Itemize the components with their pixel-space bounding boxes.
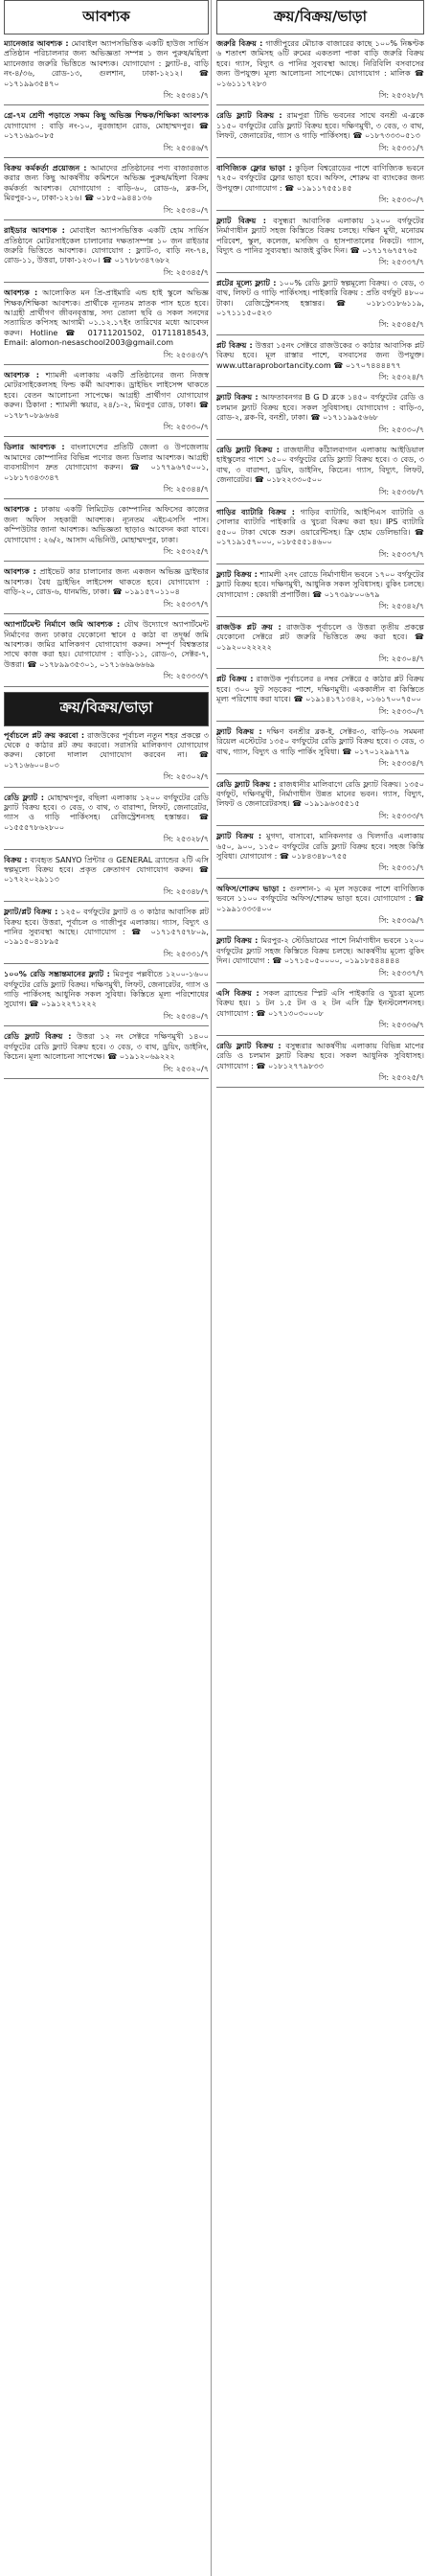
ad-separator: [4, 782, 209, 788]
ad-body: আমাদের প্রতিষ্ঠানের পণ্য বাজারজাত করার জন্য কিছু আকর্ষণীয় কমিশনে অভিজ্ঞ পুরুষ/মহিলা বিক্রয় কর্মকর্তা আবশ্যক। যোগাযোগ : বাড়ি-৬০, রোড-৬, ব্লক-সি, মিরপুর-১০, ঢাকা-১২১৬। ☎ ০১৮৫০৯৪৪১৩৬: [4, 163, 209, 203]
classified-ad: [216, 163, 424, 205]
ad-separator: [4, 681, 209, 687]
ad-body: উত্তরা ১৫নং সেক্টরে রাজউকের ৩ কাঠার আবাসিক প্লট বিক্রয় হবে। মূল রাস্তার পাশে, বসবাসের জন্য উপযুক্ত। www.uttaraprobortancity.com ☎ ০১৭০৭৪৪৪৪৭৭: [216, 339, 424, 370]
ad-separator: [4, 1021, 209, 1026]
ad-body: প্রাইভেট কার চালানোর জন্য একজন অভিজ্ঞ ড্রাইভার আবশ্যক। বৈধ ড্রাইভিং লাইসেন্স থাকতে হবে। যোগাযোগ : বাড়ি-২০, রোড-৬, ধানমন্ডি, ঢাকা। ☎ ০১৯১৫৭০১১০৪: [4, 566, 209, 597]
ad-body: সকল ব্র্যান্ডের স্প্লিট এসি পাইকারি ও খুচরা মূল্যে বিক্রয় হয়। ১ টন ১.৫ টন ও ২ টন এসি ফ্রি ইনস্টলেশনসহ। যোগাযোগ : ☎ ০১৭১৩০৩০০০৮: [216, 988, 424, 1018]
classified-ad: [216, 884, 424, 926]
ad-heading: ফ্ল্যাট বিক্রয় :: [216, 569, 258, 580]
ad-body: দক্ষিণ বনশ্রীর ব্লক-ই, সেক্টর-৩, বাড়ি-৩৬ সমমনা রিয়েল এস্টেটের ১৩৫০ বর্গফুটের রেডি ফ্ল্যাট বিক্রয় হবে। ৩ বেড, ৩ বাথ, গ্যাস, বিদ্যুৎ ও গাড়ি পার্কিং সুবিধা। ☎ ০১৭০১২৯৯৭৭৯: [216, 725, 424, 756]
classified-ad: [4, 566, 209, 609]
ad-body: রাজধানীর মালিবাগে রেডি ফ্ল্যাট বিক্রয়। ১৩৫০ বর্গফুট, দক্ষিণমুখী, নির্মাণাধীন উন্নত মানের ভবন। গ্যাস, বিদ্যুৎ, লিফট ও জেনারেটরসহ। ☎ ০১৯১৯৬৩৫৫১৫: [216, 778, 424, 809]
classified-ad: [216, 216, 424, 267]
ad-code: সি: ২৫৩৩৮/৭: [378, 486, 424, 496]
ad-body: মিরপুর পল্লবীতে ১২০০-১৬০০ বর্গফুটের রেডি ফ্ল্যাট বিক্রয়। দক্ষিণমুখী, লিফট, জেনারেটর, গ্যাস ও গাড়ি পার্কিংসহ আধুনিক সকল সুবিধা। কিস্তিতে মূল্য পরিশোধের সুযোগ। ☎ ০১৯১২২৭১২২২: [4, 969, 209, 1009]
ad-body: যোগাযোগ : বাড়ি নং-১০, নুরজাহান রোড, মোহাম্মদপুর। ☎ ০১৭১৬৯৩০৮৫: [4, 120, 209, 141]
ad-separator: [4, 609, 209, 614]
ad-separator: [216, 1082, 424, 1088]
ad-heading: ডিলার আবশ্যক :: [4, 442, 65, 452]
section-banner-buy-sell-rent-left: ক্রয়/বিক্রয়/ভাড়া: [4, 692, 209, 726]
ad-code: সি: ২৫৩৪৫/৭: [378, 319, 424, 330]
ad-code: সি: ২৫৩৩৯/৭: [378, 915, 424, 926]
ad-code: সি: ২৫৩৩৭/৭: [378, 548, 424, 559]
ad-body: যৌথ উদ্যোগে অ্যাপার্টমেন্ট নির্মাণের জন্য ঢাকার যেকোনো স্থানে ৫ কাঠা বা তদূর্ধ্ব জমি আবশ্যক। জমির মালিকগণ যোগাযোগ করুন। সম্পূর্ণ বিশ্বস্ততার সাথে কাজ করা হয়। যোগাযোগ : বাড়ি-১১, রোড-৩, সেক্টর-৭, উত্তরা। ☎ ০১৭৮৯৯৩৫৩০১, ০১৭১৬৬৯৬৬৬৯: [4, 619, 209, 669]
ad-separator: [216, 873, 424, 879]
ad-code: সি: ২৫৩৩৩/৭: [163, 671, 209, 681]
ad-code: সি: ২৫৩২৪/৭: [378, 371, 424, 381]
ad-code: সি: ২৫৩৪০/৭: [163, 204, 209, 215]
ad-heading: রেডি ফ্ল্যাট বিক্রয় :: [4, 1031, 72, 1042]
ad-body: মিরপুর-২ স্টেডিয়ামের পাশে নির্মাণাধীন ভবনে ১২০০ বর্গফুটের ফ্ল্যাট সহজ কিস্তিতে বিক্রয় চলছে। আকর্ষণীয় মূল্যে বুকিং দিন। যোগাযোগ : ☎ ০১৭১৫০৫০০০০, ০১৯১৮৫৪৪৪৪৪: [216, 935, 424, 966]
classified-ad: [4, 1031, 209, 1073]
classified-ad: [216, 569, 424, 611]
ad-heading: অ্যাপার্টমেন্ট নির্মাণে জমি আবশ্যক :: [4, 619, 121, 630]
ad-heading: আবশ্যক :: [4, 369, 39, 380]
ad-separator: [216, 152, 424, 158]
ad-separator: [216, 663, 424, 669]
ad-separator: [216, 205, 424, 211]
ad-code: সি: ২৫৩৩৩/৭: [378, 810, 424, 820]
ad-code: সি: ২৫৩৩০/৭: [163, 422, 209, 431]
ad-heading: রেডি ফ্ল্যাট বিক্রয় :: [216, 778, 277, 789]
ad-separator: [4, 896, 209, 902]
ad-code: সি: ২৫৩০৪/৭: [378, 653, 424, 663]
ad-separator: [216, 611, 424, 617]
ad-heading: বিক্রয় কর্মকর্তা প্রয়োজন :: [4, 163, 87, 173]
ad-body: ঢাকায় একটি লিমিটেড কোম্পানির অফিসের কাজের জন্য অফিস সহকারী আবশ্যক। ন্যূনতম এইচএসসি পাস। কম্পিউটার জানা আবশ্যক। অভিজ্ঞতা ছাড়াও আবেদন করা যাবে। যোগাযোগ : ২৬/২, আসাদ এভিনিউ, মোহাম্মদপুর, ঢাকা।: [4, 504, 209, 544]
ad-code: সি: ২৫৩৪২/৭: [378, 601, 424, 611]
ad-body: রাজধানীর কাঁঠালবাগান এলাকায় আইডিয়াল হাইস্কুলের পাশে ১৫০০ বর্গফুটের রেডি ফ্ল্যাট বিক্রয় হবে। ৩ বেড, ৩ বাথ, ৩ বারান্দা, ড্রয়িং, ডাইনিং, কিচেন। গ্যাস, বিদ্যুৎ, লিফট, জেনারেটর। ☎ ০১৮২২৩৩০৫০০: [216, 445, 424, 485]
ad-heading: ম্যানেজার আবশ্যক :: [4, 38, 69, 48]
ad-code: সি: ২৫৩৩৭/৭: [163, 598, 209, 609]
ad-separator: [4, 431, 209, 437]
ad-heading: বাণিজ্যিক ফ্লোর ভাড়া :: [216, 163, 292, 173]
ad-body: আলোকিত মন প্রি-প্রাইমারি এন্ড হাই স্কুলে অভিজ্ঞ শিক্ষক/শিক্ষিকা আবশ্যক। প্রার্থীকে ন্যূনতম স্নাতক পাস হতে হবে। আগ্রহী প্রার্থীগণ জীবনবৃত্তান্ত, সদ্য তোলা ছবি ও সকল সনদের সত্যায়িত কপিসহ আগামী ০১.১২.১৭ইং তারিখের মধ্যে আবেদন করুন। Hotline ☎ 01711201502, 01711818543, Email: alomon-nesaschool2003@gmail.com: [4, 288, 209, 348]
ad-heading: পূর্বাচলে প্লট ক্রয় করবো :: [4, 729, 85, 740]
ad-code: সি: ২৫৩৪৬/৭: [163, 142, 209, 152]
ad-code: সি: ২৫৩২৫/৭: [378, 1071, 424, 1082]
ad-heading: ফ্ল্যাট বিক্রয় :: [216, 215, 266, 225]
ad-separator: [216, 267, 424, 273]
ad-body: বসুন্ধরা আবাসিক এলাকায় ১২০০ বর্গফুটের নির্মাণাধীন ফ্ল্যাট সহজ কিস্তিতে বিক্রয় চলছে। দক্ষিণ মুখী, মনোরম পরিবেশ, স্কুল, কলেজ, মসজিদ ও হাসপাতালের নিকটে। গ্যাস, বিদ্যুৎ ও পানির সুব্যবস্থা। আজই বুকিং দিন। ☎ ০১৭১৭৬৭৫৭৬৫: [216, 215, 424, 255]
column-divider: [211, 0, 212, 2576]
ad-separator: [216, 330, 424, 335]
ad-heading: ফ্ল্যাট বিক্রয় :: [216, 935, 259, 946]
classified-ad: [4, 619, 209, 680]
ad-code: সি: ২৫৩২০/৭: [163, 1063, 209, 1073]
ad-code: সি: ২৫৩৪০/৭: [163, 1010, 209, 1021]
classified-ad: [4, 504, 209, 556]
classified-ad: [4, 730, 209, 782]
ad-separator: [216, 716, 424, 722]
section-banner-buy-sell-rent-right: ক্রয়/বিক্রয়/ভাড়া: [216, 0, 424, 34]
ad-separator: [4, 844, 209, 850]
ad-body: মোহাম্মদপুর, বছিলা এলাকায় ১২০০ বর্গফুটের রেডি ফ্ল্যাট বিক্রয় হবে। ৩ বেড, ৩ বাথ, ৩ বারান্দা, লিফট, জেনারেটর, গ্যাস ও গাড়ি পার্কিংসহ। রেজিস্ট্রেশনসহ হস্তান্তর। ☎ ০১৫৫৫৭৮৬২৮০০: [4, 792, 209, 832]
classified-ad: [4, 288, 209, 359]
ad-code: সি: ২৫৩৩১/৭: [378, 142, 424, 152]
ad-code: সি: ২৫৩৩০/৭: [378, 195, 424, 205]
ad-heading: রাইডার আবশ্যক :: [4, 225, 65, 236]
ad-separator: [4, 494, 209, 499]
classified-ad: [216, 340, 424, 382]
ad-separator: [4, 359, 209, 365]
ad-body: গাজীপুরের মৌচাক বাজারের কাছে ১০০% নিষ্কণ্টক ৬ শতাংশ জমিসহ ৬টি রুমের একতলা পাকা বাড়ি জরুরি বিক্রয় হবে। গ্যাস, বিদ্যুৎ ও পানির সুব্যবস্থা আছে। নিরিবিলি বসবাসের জন্য উপযুক্ত। মূল্য আলোচনা সাপেক্ষে। যোগাযোগ : মালিক ☎ ০১৬১১১৭২৮৩: [216, 38, 424, 88]
ad-separator: [216, 381, 424, 387]
ad-code: সি: ২৫৩৩৪/৭: [378, 758, 424, 769]
ad-heading: আবশ্যক :: [4, 566, 36, 577]
ad-separator: [4, 556, 209, 562]
ad-body: ১২৫০ বর্গফুটের ফ্ল্যাট ও ৩ কাঠার আবাসিক প্লট বিক্রয় হবে। উত্তরা, পূর্বাচল ও গাজীপুর এলাকায়। গ্যাস, বিদ্যুৎ ও পানির সুব্যবস্থা আছে। যোগাযোগ : ☎ ০১৭১৫৭৫৭৮০৯, ০১৯১৫০৪১৮৯৫: [4, 907, 209, 947]
ad-heading: গাড়ির ব্যাটারি বিক্রয় :: [216, 507, 295, 518]
classified-ad: [4, 38, 209, 100]
ad-code: সি: ২৫৩৩৭/৭: [378, 967, 424, 978]
buy-sell-ads-list-left: [4, 730, 209, 1079]
ad-code: সি: ২৫৩৪৪/৭: [163, 484, 209, 494]
ad-separator: [4, 1073, 209, 1079]
ad-heading: প্লট বিক্রয় :: [216, 674, 254, 684]
classified-ad: [216, 507, 424, 559]
ad-code: সি: ২৫৩০২/৭: [163, 771, 209, 782]
ad-separator: [4, 277, 209, 283]
right-column: [216, 0, 424, 1092]
ad-body: রাজউকের পূর্বাচল নতুন শহর প্রকল্পে ৩ থেকে ৫ কাঠার প্লট ক্রয় করবো। সরাসরি মালিকগণ যোগাযোগ করুন। কোনো দালাল যোগাযোগ করবেন না। ☎ ০১৭১৬৬০০৪০৩: [4, 729, 209, 770]
ad-code: সি: ২৫৩৪৮/৭: [163, 886, 209, 896]
ad-heading: গ্রে-৭ম শ্রেণী পড়াতে সক্ষম কিছু অভিজ্ঞ শিক্ষক/শিক্ষিকা আবশ্যক: [4, 110, 209, 121]
ad-code: সি: ২৫৩৩০/৭: [378, 424, 424, 434]
ad-heading: ফ্ল্যাট বিক্রয় :: [216, 831, 262, 841]
ad-heading: ফ্ল্যাট/প্লট বিক্রয় :: [4, 907, 58, 917]
wanted-ads-list: [4, 38, 209, 687]
ad-heading: রেডি ফ্ল্যাট :: [4, 792, 44, 802]
classified-ad: [4, 110, 209, 152]
classified-ad: [216, 935, 424, 978]
classified-ad: [216, 831, 424, 873]
ad-body: ব্যবহৃত SANYO প্রিন্টার ও GENERAL ব্র্যান্ডের ২টি এসি স্বল্পমূল্যে বিক্রয় হবে। প্রকৃত ক্রেতাগণ যোগাযোগ করুন। ☎ ০১৭২২০২৯১১৩: [4, 854, 209, 885]
ad-separator: [216, 1030, 424, 1036]
ad-separator: [216, 820, 424, 826]
ad-code: সি: ২৫৩৩৭/৭: [378, 257, 424, 267]
ad-body: বাংলাদেশের প্রতিটি জেলা ও উপজেলায় আমাদের কোম্পানির বিভিন্ন পণ্যের জন্য ডিলার আবশ্যক। আগ্রহী ব্যবসায়ীগণ দ্রুত যোগাযোগ করুন। ☎ ০১৭৭৯৬৭৫০০১, ০১৮১৭৩৪৩৩৪৭: [4, 442, 209, 482]
ad-body: মোবাইল অ্যাপসভিত্তিক একটি হোম সার্ভিস প্রতিষ্ঠানে মোটরসাইকেল চালানোর দক্ষতাসম্পন্ন ১০ জন রাইডার জরুরি ভিত্তিতে আবশ্যক। যোগাযোগ : ফ্ল্যাট-৩, বাড়ি নং-৭৪, রোড-১১, উত্তরা, ঢাকা-১২৩০। ☎ ০১৭৮৮৩৪৭৬৮২: [4, 225, 209, 265]
ad-separator: [4, 152, 209, 158]
ad-heading: আবশ্যক :: [4, 288, 38, 298]
classified-ad: [4, 442, 209, 494]
ad-body: কুড়িল বিশ্বরোডের পাশে বাণিজ্যিক ভবনে ৭২৫০ বর্গফুটের ফ্লোর ভাড়া হবে। অফিস, শোরুম বা ব্যাংকের জন্য উপযুক্ত। যোগাযোগ : ☎ ০১৯১১৭৫৫১৪৫: [216, 163, 424, 193]
ad-body: রাজউক পূর্বাচলে ও উত্তরা তৃতীয় প্রকল্পে যেকোনো সেক্টরে প্লট জরুরি ভিত্তিতে ক্রয় করা হবে। ☎ ০১৯২০০২২২২২: [216, 621, 424, 652]
classified-ad: [4, 855, 209, 897]
classified-ad: [216, 726, 424, 769]
classified-ad: [216, 1041, 424, 1083]
ad-heading: রেডি ফ্ল্যাট বিক্রয় :: [216, 110, 282, 121]
classified-ad: [4, 163, 209, 215]
ad-code: সি: ২৫৩৩০/৭: [378, 705, 424, 716]
classified-ad: [216, 445, 424, 496]
ad-heading: ১০০% রেডি সম্ভ্রান্তমানের ফ্ল্যাট :: [4, 969, 110, 979]
ad-separator: [4, 215, 209, 220]
ad-body: শ্যামলী ২নং রোডে নির্মাণাধীন ভবনে ১৭০০ বর্গফুটের ফ্ল্যাট বিক্রয় হবে। দক্ষিণমুখী, আধুনিক সকল সুবিধাসহ। বুকিং চলছে। যোগাযোগ : কেয়ারী প্রপার্টিজ। ☎ ০১৭৩৯৮০০৬৭৯: [216, 569, 424, 599]
classified-ad: [4, 969, 209, 1021]
ad-body: শ্যামলী এলাকায় একটি প্রতিষ্ঠানের জন্য নিজস্ব মোটরসাইকেলসহ ফিল্ড কর্মী আবশ্যক। ড্রাইভিং লাইসেন্স থাকতে হবে। বেতন আলোচনা সাপেক্ষে। আগ্রহী প্রার্থীগণ যোগাযোগ করুন। ঠিকানা : শ্যামলী স্কয়ার, ২৪/১-২, মিরপুর রোড, ঢাকা। ☎ ০১৭৮৭০৮৯৬৬৪: [4, 369, 209, 420]
ad-code: সি: ২৫৩৩১/৭: [163, 948, 209, 958]
classified-ad: [4, 225, 209, 277]
ad-body: গাড়ির ব্যাটারি, আইপিএস ব্যাটারি ও সোলার ব্যাটারি পাইকারি ও খুচরা বিক্রয় করা হয়। IPS ব্যাটারি ৫৫০০ টাকা থেকে শুরু। ওয়ারেন্টিসহ। ফ্রি হোম ডেলিভারি। ☎ ০১৭১৯১৫৭০০০, ০১৮৫৫৫১৪৬০০: [216, 507, 424, 547]
ad-code: সি: ২৫৩২৮/৭: [378, 90, 424, 101]
ad-body: বসুন্ধরার আকর্ষণীয় এলাকায় বিভিন্ন মাপের রেডি ও চলমান ফ্ল্যাট বিক্রয় হবে। সকল আধুনিক সুবিধাসহ। যোগাযোগ : ☎ ০১৮১২৭৭৯৮৩৩: [216, 1040, 424, 1070]
ad-code: সি: ২৫৩৪৩/৭: [163, 349, 209, 359]
ad-body: গুলশান-১ এ মূল সড়কের পাশে বাণিজ্যিক ভবনে ১১০০ বর্গফুটের অফিস/শোরুম ভাড়া হবে। যোগাযোগ : ☎ ০১৯৯১৩৩৩৪০০: [216, 883, 424, 913]
ad-heading: অফিস/শোরুম ভাড়া :: [216, 883, 286, 893]
ad-separator: [216, 769, 424, 774]
classified-ad: [216, 988, 424, 1030]
ad-body: রামপুরা টিভি ভবনের সাথে বনশ্রী এ-ব্লকে ১১৫০ বর্গফুটের রেডি ফ্ল্যাট বিক্রয় হবে। দক্ষিণমুখী, ৩ বেড, ৩ বাথ, লিফট, জেনারেটর, গ্যাস ও গাড়ি পার্কিংসহ। ☎ ০১৮৭৩৩৩০৫১৩: [216, 110, 424, 141]
ad-body: উত্তরা ১২ নং সেক্টরে দক্ষিণমুখী ১৪০০ বর্গফুটের রেডি ফ্ল্যাট বিক্রয় হবে। ৩ বেড, ৩ বাথ, ড্রয়িং, ডাইনিং, কিচেন। মূল্য আলোচনা সাপেক্ষে। ☎ ০১৯১২০৬৯২২২: [4, 1031, 209, 1062]
ad-separator: [216, 100, 424, 105]
ad-heading: ফ্ল্যাট বিক্রয় :: [216, 392, 259, 402]
buy-sell-ads-list-right: [216, 38, 424, 1088]
ad-code: সি: ২৫৩৪৫/৭: [163, 266, 209, 277]
ad-body: আফতাবনগর B G D ব্লকে ১৪৫০ বর্গফুটের রেডি ও চলমান ফ্ল্যাট বিক্রয় হবে। সকল সুবিধাসহ। যোগাযোগ : বাড়ি-৩, রোড-২, ব্লক-বি, বনশ্রী, ঢাকা। ☎ ০১৭১১৯৯৫৬৬৮: [216, 392, 424, 423]
ad-code: সি: ২৫৩৪১/৭: [163, 90, 209, 101]
ad-heading: প্লটের মূল্যে ফ্ল্যাট :: [216, 277, 277, 288]
classified-ad: [216, 38, 424, 100]
ad-heading: বিক্রয় :: [4, 854, 28, 864]
ad-code: সি: ২৫৩৩৬/৭: [378, 1020, 424, 1030]
ad-separator: [216, 978, 424, 983]
ad-heading: জরুরি বিক্রয় :: [216, 38, 263, 48]
classified-ad: [216, 392, 424, 434]
ad-code: সি: ২৫৩২৫/৭: [163, 546, 209, 557]
ad-separator: [216, 496, 424, 502]
classified-ad: [216, 278, 424, 330]
ad-heading: ফ্ল্যাট বিক্রয় :: [216, 725, 262, 736]
ad-code: সি: ২৫৩২৮/৭: [163, 834, 209, 844]
classified-ad: [216, 674, 424, 716]
ad-heading: প্লট বিক্রয় :: [216, 339, 253, 350]
classified-ad: [4, 907, 209, 958]
ad-body: রাজউক পূর্বাচলের ৪ নম্বর সেক্টরে ৫ কাঠার প্লট বিক্রয় হবে। ৩০০ ফুট সড়কের পাশে, দক্ষিণমুখী। এককালীন বা কিস্তিতে মূল্য পরিশোধ করা যাবে। ☎ ০১৯১৪১৭১৩৪২, ০১৬১৭০০৭৫০০: [216, 674, 424, 704]
section-banner-wanted: আবশ্যক: [4, 0, 209, 34]
ad-heading: এসি বিক্রয় :: [216, 988, 259, 999]
ad-separator: [216, 434, 424, 440]
classified-ad: [4, 370, 209, 431]
ad-heading: আবশ্যক :: [4, 504, 37, 515]
ad-body: ১০০% রেডি ফ্ল্যাট স্বল্পমূল্যে বিক্রয়। ৩ বেড, ৩ বাথ, লিফট ও গাড়ি পার্কিংসহ। পাইকারি বিক্রয় : প্রতি বর্গফুট ৪৮০০ টাকা। রেজিস্ট্রেশনসহ হস্তান্তর। ☎ ০১৮১৩১৮৬১১৯, ০১৭১১১৫০৫২৩: [216, 277, 424, 317]
ad-body: মুগদা, বাসাবো, মানিকনগর ও খিলগাঁও এলাকায় ৬৫০, ৯০০, ১১৫০ বর্গফুটের রেডি ফ্ল্যাট বিক্রয় হবে। সহজ কিস্তি সুবিধা। যোগাযোগ : ☎ ০১৮৪৩৪৮০৭৫৫: [216, 831, 424, 861]
classified-ad: [216, 110, 424, 152]
classified-ad: [216, 779, 424, 821]
ad-separator: [4, 958, 209, 964]
ad-heading: রেডি ফ্ল্যাট বিক্রয় :: [216, 445, 280, 454]
ad-separator: [4, 100, 209, 105]
ad-heading: রাজউক প্লট ক্রয় :: [216, 621, 282, 632]
ad-separator: [216, 559, 424, 564]
ad-separator: [216, 925, 424, 931]
ad-code: সি: ২৫৩৩১/৭: [378, 862, 424, 873]
ad-heading: রেডি ফ্ল্যাট বিক্রয় :: [216, 1040, 282, 1050]
left-column: [4, 0, 209, 1084]
classified-ad: [4, 793, 209, 844]
ad-body: মোবাইল অ্যাপসভিত্তিক একটি হাউজ সার্ভিস প্রতিষ্ঠান পরিচালনার জন্য অভিজ্ঞতা সম্পন্ন ১ জন পুরুষ/মহিলা ম্যানেজার জরুরি ভিত্তিতে আবশ্যক। যোগাযোগ : ফ্ল্যাট-৪, বাড়ি নং-৪/৩৬, রোড-১৩, গুলশান, ঢাকা-১২১২। ☎ ০১৭১৯৯৩৫৪৭০: [4, 38, 209, 88]
classified-ad: [216, 622, 424, 664]
